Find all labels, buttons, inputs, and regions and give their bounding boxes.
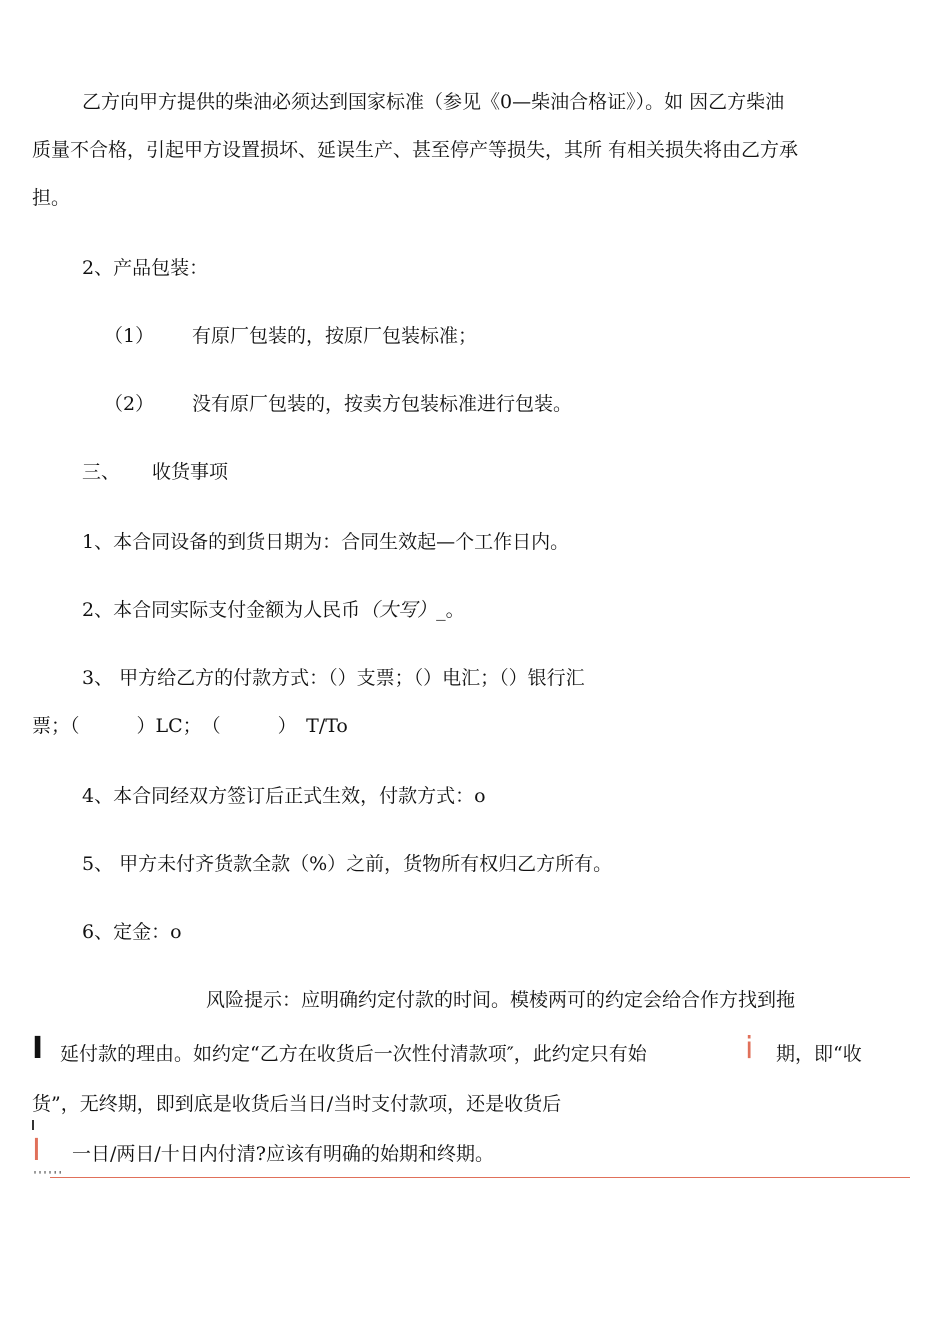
quality-clause-line-1: 乙方向甲方提供的柴油必须达到国家标准（参见《0—柴油合格证》）。如 因乙方柴油: [82, 91, 785, 113]
packaging-item-number: （2）: [104, 393, 155, 415]
cursor-mark-icon: I: [32, 1031, 44, 1066]
receiving-item-4: 4、本合同经双方签订后正式生效，付款方式：o: [82, 785, 486, 807]
quality-clause-line-3: 担。: [32, 187, 71, 209]
receiving-item-3-line-1: 3、 甲方给乙方的付款方式：（）支票；（）电汇；（）银行汇: [82, 667, 585, 689]
receiving-item-2-italic: （大写）: [360, 599, 437, 621]
packaging-item-text: 有原厂包装的，按原厂包装标准；: [192, 325, 478, 347]
packaging-item-text: 没有原厂包装的，按卖方包装标准进行包装。: [192, 393, 573, 415]
tick-marks: '''''': [32, 1170, 63, 1181]
risk-note-line-2b: 期，即“收: [776, 1043, 862, 1065]
quality-clause-line-2: 质量不合格，引起甲方设置损坏、延误生产、甚至停产等损失，其所 有相关损失将由乙方承: [32, 139, 799, 161]
receiving-item-6: 6、定金：o: [82, 921, 182, 943]
packaging-heading: 2、产品包装：: [82, 257, 209, 279]
margin-mark: [32, 1120, 34, 1130]
risk-note-line-4: 一日/两日/十日内付清?应该有明确的始期和终期。: [72, 1143, 494, 1165]
risk-note-line-1: 风险提示：应明确约定付款的时间。模棱两可的约定会给合作方找到拖: [206, 989, 796, 1011]
receiving-item-2-prefix: 2、本合同实际支付金额为人民币: [82, 599, 361, 621]
receiving-item-2: [82, 596, 465, 624]
packaging-item-number: （1）: [104, 325, 155, 347]
receiving-item-3-line-2: 票；（ ）LC； （ ） T/To: [32, 715, 348, 737]
receiving-item-1: 1、本合同设备的到货日期为：合同生效起—个工作日内。: [82, 531, 570, 553]
receiving-item-2-suffix: _。: [436, 599, 465, 621]
risk-note-line-2a: 延付款的理由。如约定“乙方在收货后一次性付清款项″，此约定只有始: [60, 1043, 647, 1065]
cursor-mark-icon: i: [745, 1031, 754, 1066]
receiving-item-5: 5、 甲方未付齐货款全款（%）之前，货物所有权归乙方所有。: [82, 853, 613, 875]
section-title: 收货事项: [152, 461, 229, 483]
divider-rule: [50, 1177, 910, 1178]
cursor-mark-icon: I: [32, 1133, 41, 1168]
risk-note-line-3: 货”，无终期，即到底是收货后当日/当时支付款项，还是收货后: [32, 1093, 562, 1115]
section-number: 三、: [82, 461, 121, 483]
